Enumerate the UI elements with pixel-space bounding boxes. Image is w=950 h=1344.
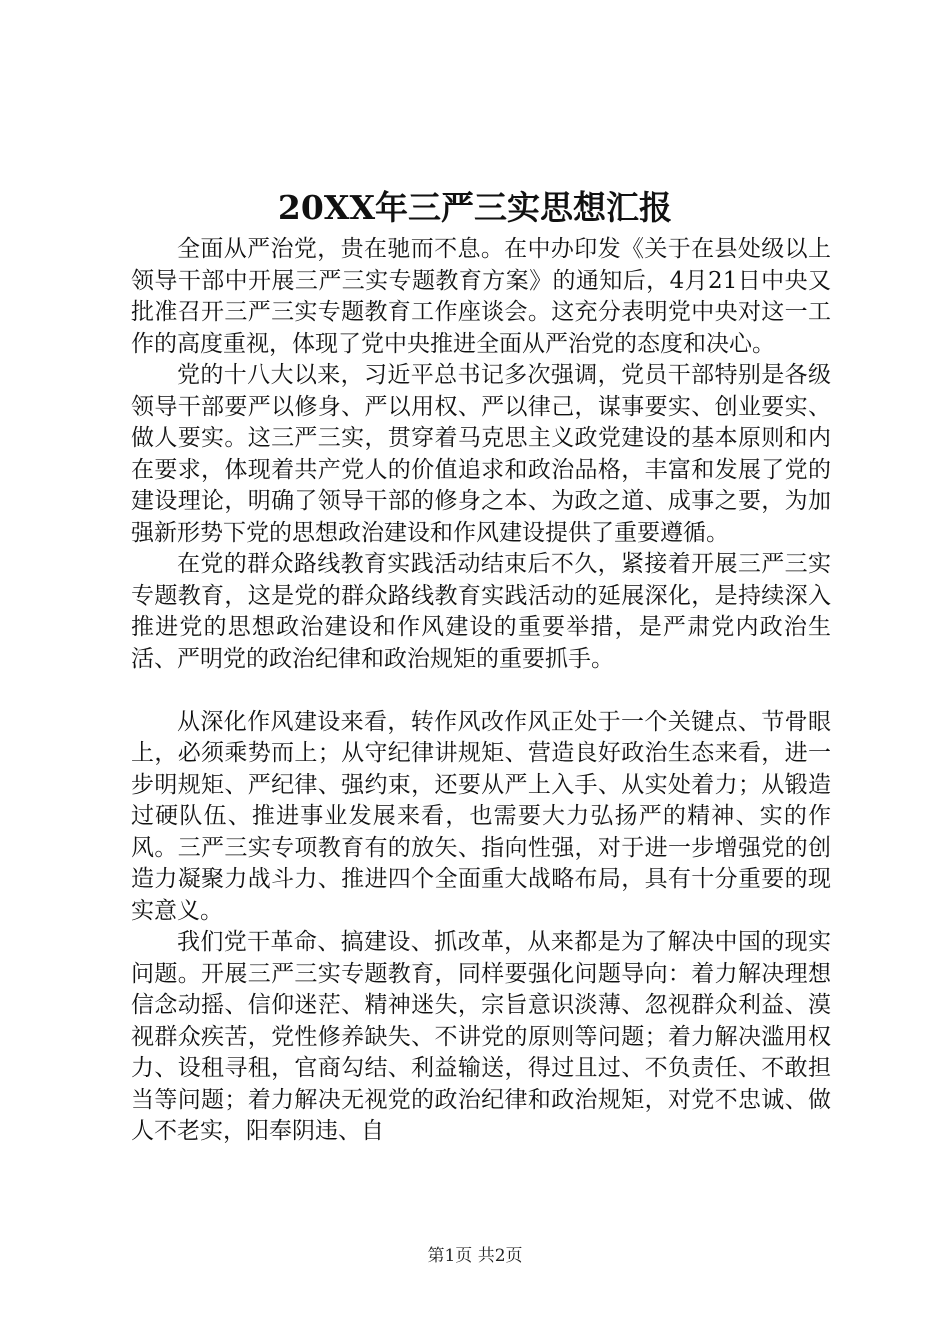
document-body bbox=[131, 234, 831, 1148]
paragraph-3: 在党的群众路线教育实践活动结束后不久，紧接着开展三严三实专题教育，这是党的群众路线教育实践活动的延展深化，是持续深入推进党的思想政治建设和作风建设的重要举措，是严肃党内政治生活、严明党的政治纪律和政治规矩的重要抓手。 bbox=[131, 551, 831, 672]
paragraph-4: 从深化作风建设来看，转作风改作风正处于一个关键点、节骨眼上，必须乘势而上；从守纪律讲规矩、营造良好政治生态来看，进一步明规矩、严纪律、强约束，还要从严上入手、从实处着力；从锻造过硬队伍、推进事业发展来看，也需要大力弘扬严的精神、实的作风。三严三实专项教育有的放矢、指向性强，对于进一步增强党的创造力凝聚力战斗力、推进四个全面重大战略布局，具有十分重要的现实意义。 bbox=[131, 708, 831, 924]
paragraph-5: 我们党干革命、搞建设、抓改革，从来都是为了解决中国的现实问题。开展三严三实专题教育，同样要强化问题导向：着力解决理想信念动摇、信仰迷茫、精神迷失，宗旨意识淡薄、忽视群众利益、漠视群众疾苦，党性修养缺失、不讲党的原则等问题；着力解决滥用权力、设租寻租，官商勾结、利益输送，得过且过、不负责任、不敢担当等问题；着力解决无视党的政治纪律和政治规矩，对党不忠诚、做人不老实，阳奉阴违、自 bbox=[131, 929, 831, 1144]
paragraph-2: 党的十八大以来，习近平总书记多次强调，党员干部特别是各级领导干部要严以修身、严以用权、严以律己，谋事要实、创业要实、做人要实。这三严三实，贯穿着马克思主义政党建设的基本原则和内在要求，体现着共产党人的价值追求和政治品格，丰富和发展了党的建设理论，明确了领导干部的修身之本、为政之道、成事之要，为加强新形势下党的思想政治建设和作风建设提供了重要遵循。 bbox=[131, 362, 831, 546]
paragraph-1: 全面从严治党，贵在驰而不息。在中办印发《关于在县处级以上领导干部中开展三严三实专题教育方案》的通知后，4月21日中央又批准召开三严三实专题教育工作座谈会。这充分表明党中央对这一工作的高度重视，体现了党中央推进全面从严治党的态度和决心。 bbox=[131, 236, 831, 357]
document-title: 20XX年三严三实思想汇报 bbox=[277, 188, 673, 227]
page-footer: 第1页 共2页 bbox=[427, 1246, 523, 1266]
